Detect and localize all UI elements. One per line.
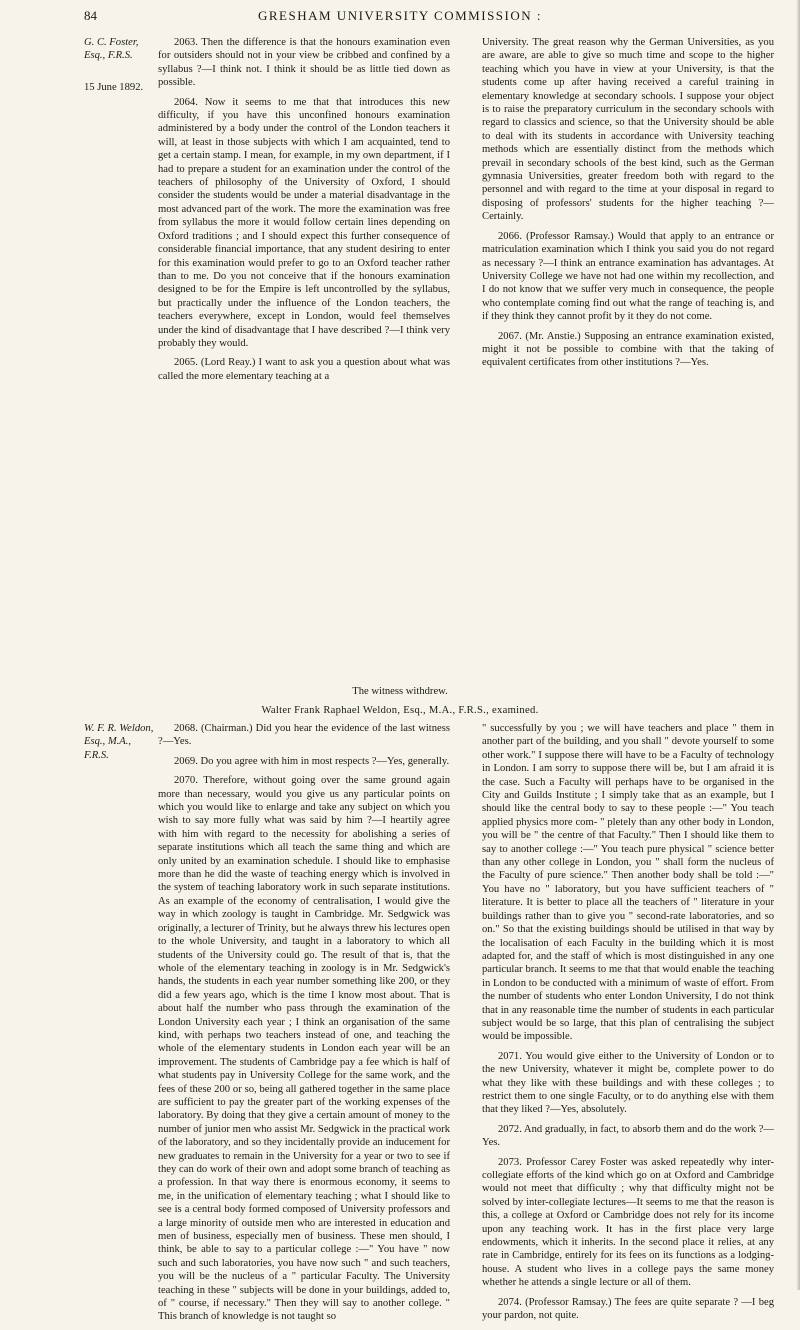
paragraph: " successfully by you ; we will have teachers and place " them in another part of the building, and you shall " devote yourself to some other work." I suppose there will have to be a Faculty of technology in London. I am sorry to suppose there will be, but I am afraid it is the case. Such a Faculty will perhaps have to be organised in the City and Guilds Institute ; I simply take that as an example, but I should like the central body to say to these people :—" You teach applied physics more com- " pletely than any other body in London, you will be " the centre of that Faculty." Then I should like them to say to another college :—" You teach pure physical " science better than any other college in London, you " shall form the nucleus of the Faculty of pure science." Then another body shall be told :—" You have no " laboratory, but you have sufficient teachers of " literature. It is better to place all the teachers of " literature in your buildings rather than to give you " second-rate laboratories, and so on." So that the existing buildings should be utilised in that way by the localisation of each Faculty in the building which it is most adapted for, and the staff of which is most distinguished in any one particular branch. It seems to me that that would enable the teaching in London to be conducted with a minimum of waste of effort. From the number of students who enter London University, I do not think that in any reasonable time the number of students in each particular subject would be so large, that this plan of centralising the subject would be impossible. [482, 723, 774, 1043]
column-left-top [158, 36, 450, 389]
paragraph: University. The great reason why the German Universities, as you are aware, are able to give so much time and scope to the higher teaching which you have in view at your University, is that the students come up after having received a careful training in elementary knowledge at secondary schools. I suppose your object is to raise the preparatory curriculum in the secondary schools with regard to classics and science, so that the University should be able to deal with its students in accordance with University teaching methods which are essentially distinct from the methods which prevail in secondary schools of the best kind, such as the German gymnasia Universities, greater freedom both with regard to the personnel and with regard to the time at your disposal in regard to disposing of professors' students for the higher teaching ?—Certainly. [482, 37, 774, 223]
paragraph: 2071. You would give either to the University of London or to the new University, whatever it might be, complete power to do what they like with these buildings and with these colleges ; to restrict them to one single Faculty, or to do anything else with them that they liked ?—Yes, absolutely. [482, 1050, 774, 1116]
margin-witness-name: G. C. Foster, Esq., F.R.S. [84, 37, 139, 62]
column-right-top [482, 36, 774, 376]
margin-note-witness-2 [84, 722, 154, 762]
paragraph: 2074. (Professor Ramsay.) The fees are quite separate ? —I beg your pardon, not quite. [482, 1296, 774, 1322]
paragraph: 2073. Professor Carey Foster was asked repeatedly why inter-collegiate efforts of the kind which go on at Oxford and Cambridge would not meet that difficulty ; why that difficulty might not be solved by inter-collegiate lectures—It seems to me that the reason is this, a college at Oxford or Cambridge does not rely for its income upon any teaching work. It has in the first place very large endowments, which it inherits. In the second place it relies, at any rate in Cambridge, entirely for its fees on its functions as a lodging-house. A student who lives in a college pays the same money whether he attends a single lecture or all of them. [482, 1156, 774, 1289]
column-left-bottom [158, 722, 450, 1330]
paragraph: 2072. And gradually, in fact, to absorb them and do the work ?—Yes. [482, 1123, 774, 1149]
paragraph: 2066. (Professor Ramsay.) Would that apply to an entrance or matriculation examination which I think you said you do not regard as necessary ?—I think an entrance examination has advantages. At University College we have not had one within my recollection, and I do not know that we suffer very much in consequence, the people who contemplate coming find out what the range of teaching is, and if they think they cannot profit by it they do not come. [482, 230, 774, 323]
paragraph: 2063. Then the difference is that the honours examination even for outsiders should not in your view be cribbed and confined by a syllabus ?—I think not. I think it should be as little tied down as possible. [158, 37, 450, 89]
running-header [0, 8, 800, 28]
page-number: 84 [84, 8, 97, 23]
margin-witness-name-2: W. F. R. Weldon, Esq., M.A., F.R.S. [84, 723, 154, 761]
paragraph: 2069. Do you agree with him in most respects ?—Yes, generally. [174, 755, 450, 767]
witness-withdrew-line: The witness withdrew. [352, 686, 448, 697]
paragraph: 2067. (Mr. Anstie.) Supposing an entrance examination existed, might it not be possible to combine with that the taking of equivalent certificates from other institutions ?—Yes. [482, 330, 774, 369]
running-title: GRESHAM UNIVERSITY COMMISSION : [257, 8, 542, 23]
paragraph: 2065. (Lord Reay.) I want to ask you a question about what was called the more elementary teaching at a [158, 357, 450, 382]
paragraph: 2070. Therefore, without going over the same ground again more than necessary, would you give us any particular points on which you would like to enlarge and take any subject on which you wish to say more fully what was said by him ?—I heartily agree with him with regard to the necessity for abolishing a series of separate institutions which all teach the same thing and which are only united by an examination schedule. I should like to emphasise more than he did the waste of teaching energy which is involved in the system of teaching laboratory work in such separate institutions. As an example of the economy of centralisation, I would give the way in which zoology is taught in Cambridge. Mr. Sedgwick was originally, a lecturer of Trinity, but he always threw his lectures open to the whole University, and taught in a laboratory to which all students of the University could go. The result of that is, that the whole of the elementary teaching in zoology is in Mr. Sedgwick's hands, the students in each year number something like 200, or they did a few years ago, which is the time I know most about. That is about half the number who pass through the examination of the London University each year ; I think an organisation of the same kind, with perhaps two teachers instead of one, and teaching the whole of the elementary students in London each year will be an improvement. The students of Cambridge pay a fee which is half of what students pay in University College for the same work, and the fees of these 200 or so, being all gathered together in the same place are sufficient to pay the greater part of the working expenses of the laboratory. By doing that they give a certain amount of money to the number of junior men who assist Mr. Sedgwick in the practical work of the laboratory, and so they incidentally provide an inducement for new graduates to remain in the University for a year or two to see if they can do work of their own and adopt some branch of teaching as a profession. In that way there is enormous economy, it seems to me, in the unification of elementary teaching ; what I should like to see is a central body formed composed of University professors and a large minority of outside men who are interested in education and men of business, especially men of business. These men should, I think, be able to say to a particular college :—" You have " now such and such laboratories, you have now such " and such teachers, you will be the nucleus of a " particular Faculty. The University teaching in these " subjects will be done in your buildings, added to, of " course, if necessary." Then they will say to another college. " This branch of knowledge is not taught so [158, 775, 450, 1323]
margin-note-witness-1 [84, 36, 154, 94]
examination-heading: Walter Frank Raphael Weldon, Esq., M.A., F.R.S., examined. [261, 705, 539, 716]
paragraph: 2064. Now it seems to me that that introduces this new difficulty, if you have this unconfined honours examination administered by a body under the control of the London teachers it will, at least in those subjects with which I am acquainted, tend to get a certain stamp. I mean, for example, in my own department, if I had to prepare a student for an examination under the control of the teachers of philosophy of the University of Oxford, I should consider the students would be under a material disadvantage in the most advanced part of the work. The more the examination was free from syllabus the more it would follow certain lines depending on Oxford traditions ; and I should expect this further consequence of considerable financial importance, that any student desiring to enter for this examination would prefer to go to an Oxford teacher rather than to me. Do you not conceive that if the honours examination designed to be for the Empire is left uncontrolled by the syllabus, but practically under the influence of the London teachers, the teachers everywhere, except in London, would feel themselves under the kind of disadvantage that I have described ?—I think very probably they would. [158, 96, 450, 349]
paragraph: 2068. (Chairman.) Did you hear the evidence of the last witness ?—Yes. [158, 723, 450, 748]
margin-date: 15 June 1892. [84, 81, 144, 93]
page-edge-shadow [796, 0, 800, 1290]
column-right-bottom [482, 722, 774, 1328]
